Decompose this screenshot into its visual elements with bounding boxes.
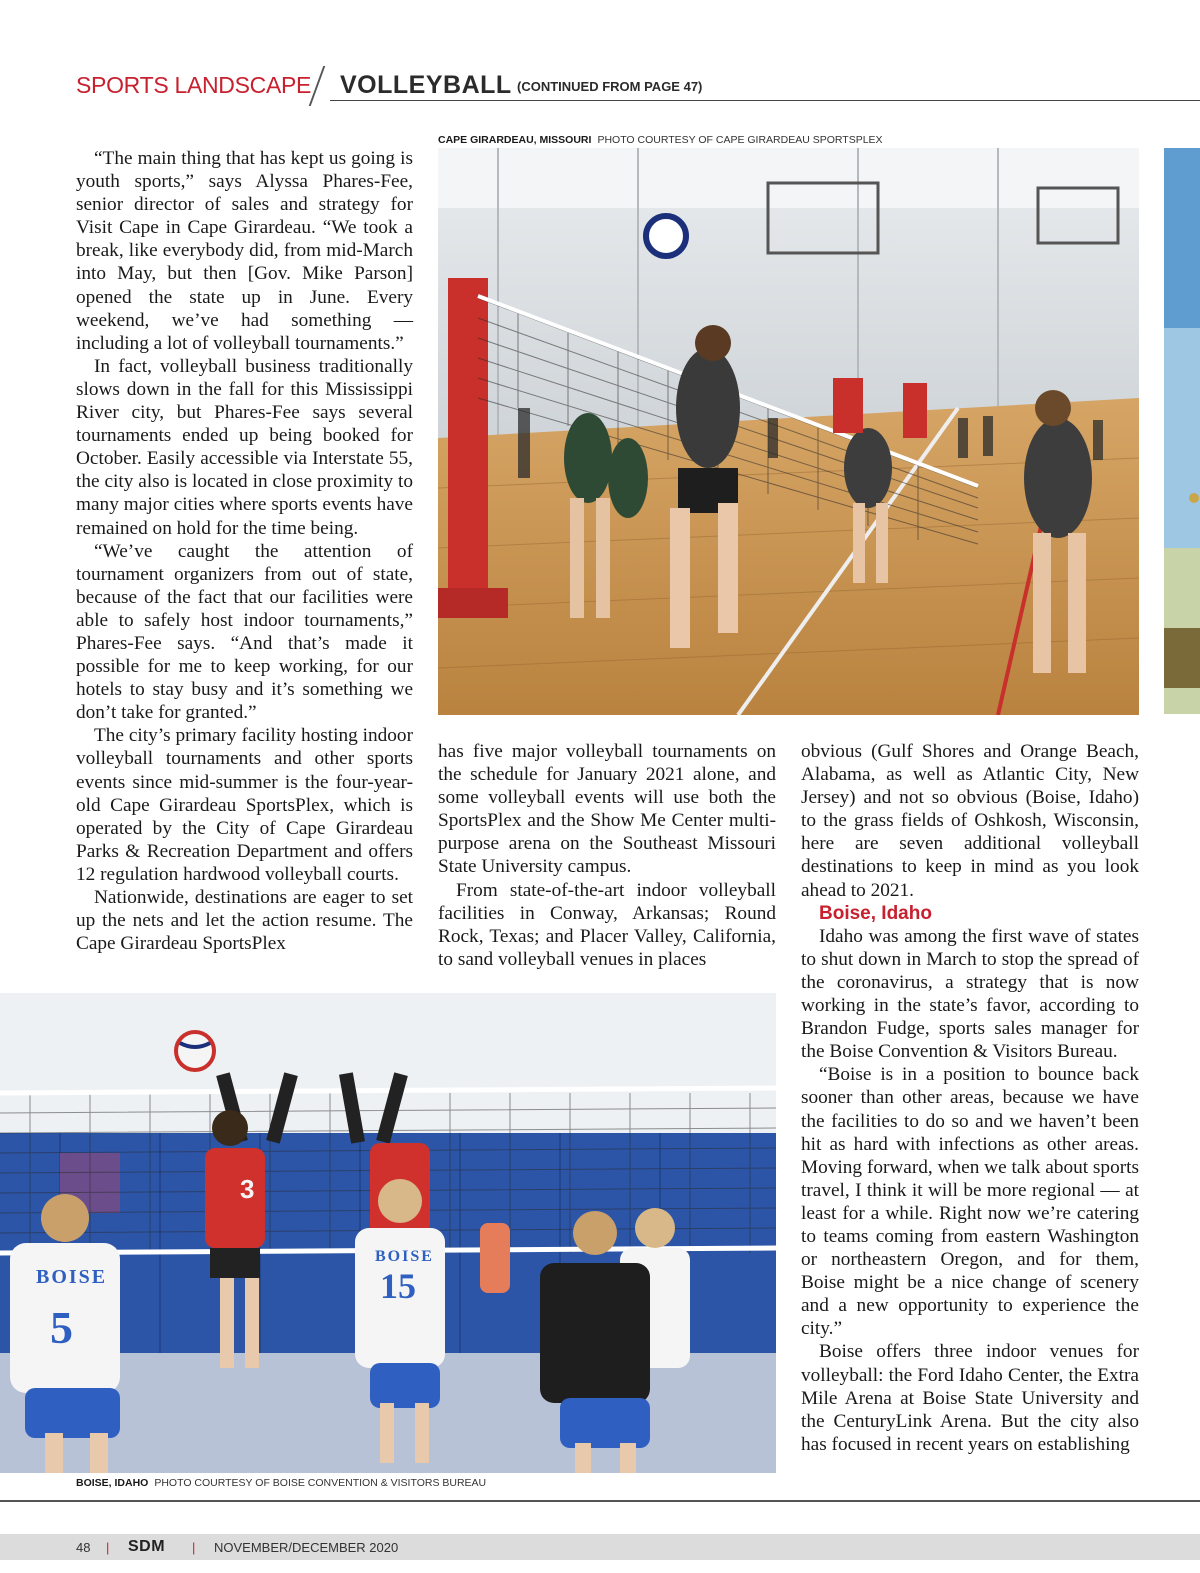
caption-credit: PHOTO COURTESY OF BOISE CONVENTION & VISITORS BUREAU <box>154 1477 487 1489</box>
paragraph: Nationwide, destinations are eager to set up the nets and let the action resume. The Cape Girardeau SportsPlex <box>76 887 413 955</box>
article-column-1 <box>76 147 413 955</box>
jersey-text: BOISE <box>36 1266 108 1288</box>
running-header <box>76 66 1200 104</box>
photo-caption-bottom <box>76 1477 486 1489</box>
paragraph: has five major volleyball tournaments on the schedule for January 2021 alone, and some volleyball events will use both the SportsPlex and the Show Me Center multi-purpose arena on the Southeast Missouri State University campus. <box>438 741 776 878</box>
footer-separator: | <box>106 1540 110 1555</box>
footer-rule <box>0 1500 1200 1502</box>
photo-boise-volleyball <box>0 993 776 1473</box>
footer-separator: | <box>192 1540 196 1555</box>
photo-edge-sliver <box>1164 148 1200 714</box>
photo-cape-girardeau-court <box>438 148 1139 715</box>
magazine-logo: SDM <box>128 1538 166 1555</box>
article-column-3 <box>801 740 1139 1456</box>
paragraph: In fact, volleyball business traditionally slows down in the fall for this Mississippi River city, but Phares-Fee says several tournaments ended up being booked for October. Easily accessible via Interstate 55, the city also is located in close proximity to many major cities where sports events have remained on hold for the time being. <box>76 355 413 539</box>
page-number: 48 <box>76 1540 91 1555</box>
jersey-number-15: 15 <box>380 1266 416 1306</box>
paragraph: “We’ve caught the attention of tournament organizers from out of state, because of the fact that our facilities were able to safely host indoor tournaments,” Phares-Fee says. “And that’s made it possible for me to keep working, for our hotels to stay busy and it’s something we don’t take for granted.” <box>76 540 413 724</box>
topic-label: VOLLEYBALL <box>340 71 512 99</box>
paragraph: Idaho was among the first wave of states to shut down in March to stop the spread of the coronavirus, a strategy that is now working in the state’s favor, according to Brandon Fudge, sports sales manager for the Boise Convention & Visitors Bureau. <box>801 925 1139 1063</box>
jersey-number-3: 3 <box>240 1174 255 1204</box>
header-rule <box>330 100 1200 101</box>
paragraph: The city’s primary facility hosting indoor volleyball tournaments and other sports events since mid-summer is the four-year-old Cape Girardeau SportsPlex, which is operated by the City of Cape Girardeau Parks & Recreation Department and offers 12 regulation hardwood volleyball courts. <box>76 725 413 885</box>
issue-date: NOVEMBER/DECEMBER 2020 <box>214 1540 399 1555</box>
article-column-2 <box>438 740 776 971</box>
subhead-boise: Boise, Idaho <box>819 902 932 924</box>
paragraph: Boise offers three indoor venues for volleyball: the Ford Idaho Center, the Extra Mile Arena at Boise State University and the CenturyLink Arena. But the city also has focused in recent years on establishing <box>801 1341 1139 1455</box>
jersey-text: BOISE <box>375 1248 434 1265</box>
caption-credit: PHOTO COURTESY OF CAPE GIRARDEAU SPORTSPLEX <box>597 134 883 146</box>
page-footer <box>0 1534 1200 1560</box>
paragraph: From state-of-the-art indoor volleyball facilities in Conway, Arkansas; Round Rock, Texas; and Placer Valley, California, to sand volleyball venues in places <box>438 879 776 970</box>
caption-location: CAPE GIRARDEAU, MISSOURI <box>438 134 592 146</box>
paragraph: obvious (Gulf Shores and Orange Beach, Alabama, as well as Atlantic City, New Jersey) and not so obvious (Boise, Idaho) to the grass fields of Oshkosh, Wisconsin, here are seven additional volleyball destinations to keep in mind as you look ahead to 2021. <box>801 741 1139 901</box>
header-slash-divider <box>309 66 326 106</box>
paragraph: “Boise is in a position to bounce back sooner than other areas, because we have the facilities to do so and we haven’t been hit as hard with infections as other areas. Moving forward, when we talk about sports travel, I think it will be more regional — at least for a while. Right now we’re catering to teams coming from eastern Washington or northeastern Oregon, and for them, Boise might be a nice change of scenery and a new opportunity to experience the city.” <box>801 1064 1139 1340</box>
photo-caption-top <box>438 134 883 146</box>
caption-location: BOISE, IDAHO <box>76 1477 149 1489</box>
jersey-number-5: 5 <box>50 1302 73 1353</box>
paragraph: “The main thing that has kept us going is youth sports,” says Alyssa Phares-Fee, senior director of sales and strategy for Visit Cape in Cape Girardeau. “We took a break, like everybody did, from mid-March into May, but then [Gov. Mike Parson] opened the state up in June. Every weekend, we’ve had something — including a lot of volleyball tournaments.” <box>76 148 413 354</box>
section-label: SPORTS LANDSCAPE <box>76 72 312 98</box>
continued-note: (CONTINUED FROM PAGE 47) <box>517 79 703 94</box>
